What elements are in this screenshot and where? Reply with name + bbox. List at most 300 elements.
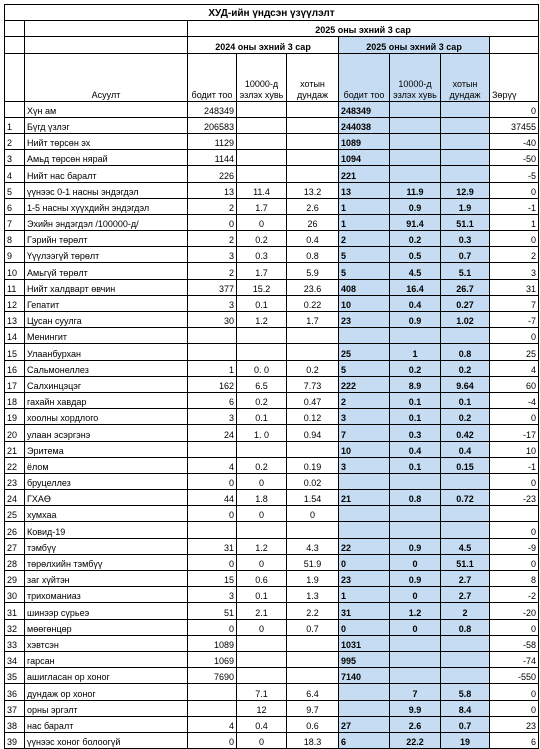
indicator-name: хоолны хордлого bbox=[25, 409, 188, 425]
indicator-name: трихоманиаз bbox=[25, 587, 188, 603]
actual-2024: 4 bbox=[188, 457, 237, 473]
per10000-2025 bbox=[390, 522, 441, 538]
city-avg-2025 bbox=[441, 668, 490, 684]
row-number: 25 bbox=[5, 506, 25, 522]
row-number: 14 bbox=[5, 328, 25, 344]
city-avg-2024: 23.6 bbox=[287, 279, 339, 295]
city-avg-2025: 9.64 bbox=[441, 376, 490, 392]
diff-value: -40 bbox=[490, 133, 539, 149]
indicator-name: дундаж ор хоног bbox=[25, 684, 188, 700]
city-avg-2024: 26 bbox=[287, 214, 339, 230]
per10000-2025: 0.8 bbox=[390, 490, 441, 506]
row-number: 38 bbox=[5, 716, 25, 732]
city-avg-2024 bbox=[287, 101, 339, 117]
indicator-name: хумхаа bbox=[25, 506, 188, 522]
per10000-2024: 2.1 bbox=[237, 603, 287, 619]
actual-2025: 27 bbox=[339, 716, 390, 732]
city-avg-2024: 0.94 bbox=[287, 425, 339, 441]
actual-2025: 23 bbox=[339, 312, 390, 328]
per10000-2024: 0. 0 bbox=[237, 360, 287, 376]
per10000-2024: 0.4 bbox=[237, 716, 287, 732]
column-header-row bbox=[5, 53, 539, 101]
indicator-name: Цусан суулга bbox=[25, 312, 188, 328]
table-row bbox=[5, 312, 539, 328]
row-number: 37 bbox=[5, 700, 25, 716]
city-avg-2025 bbox=[441, 651, 490, 667]
actual-2024 bbox=[188, 328, 237, 344]
per10000-2024: 1.7 bbox=[237, 198, 287, 214]
diff-value: -5 bbox=[490, 166, 539, 182]
actual-2024: 226 bbox=[188, 166, 237, 182]
city-avg-2025: 5.1 bbox=[441, 263, 490, 279]
table-row bbox=[5, 231, 539, 247]
city-avg-2024: 0.47 bbox=[287, 392, 339, 408]
per10000-2025 bbox=[390, 166, 441, 182]
city-avg-2024: 0.2 bbox=[287, 360, 339, 376]
actual-2025 bbox=[339, 684, 390, 700]
actual-2024: 2 bbox=[188, 231, 237, 247]
actual-2025: 2 bbox=[339, 231, 390, 247]
per10000-2024: 11.4 bbox=[237, 182, 287, 198]
row-number: 21 bbox=[5, 441, 25, 457]
per10000-2024: 6.5 bbox=[237, 376, 287, 392]
diff-value: 0 bbox=[490, 409, 539, 425]
row-number: 3 bbox=[5, 150, 25, 166]
indicator-name: Салхинцэцэг bbox=[25, 376, 188, 392]
header-per10000-2024: 10000-д эзлэх хувь bbox=[237, 53, 287, 101]
diff-value: 0 bbox=[490, 182, 539, 198]
city-avg-2024: 6.4 bbox=[287, 684, 339, 700]
city-avg-2024 bbox=[287, 441, 339, 457]
per10000-2025 bbox=[390, 635, 441, 651]
city-avg-2024 bbox=[287, 133, 339, 149]
actual-2024: 0 bbox=[188, 554, 237, 570]
period-2024: 2024 оны эхний 3 сар bbox=[188, 37, 339, 53]
city-avg-2025: 0.7 bbox=[441, 716, 490, 732]
indicator-name: Сальмонеллез bbox=[25, 360, 188, 376]
table-row bbox=[5, 603, 539, 619]
per10000-2025 bbox=[390, 150, 441, 166]
indicator-name: Улаанбурхан bbox=[25, 344, 188, 360]
row-number: 28 bbox=[5, 554, 25, 570]
actual-2025: 1 bbox=[339, 214, 390, 230]
actual-2024: 3 bbox=[188, 409, 237, 425]
indicator-name: гахайн хавдар bbox=[25, 392, 188, 408]
per10000-2024: 1.2 bbox=[237, 538, 287, 554]
city-avg-2024 bbox=[287, 651, 339, 667]
per10000-2025: 7 bbox=[390, 684, 441, 700]
table-row bbox=[5, 473, 539, 489]
per10000-2025: 0.2 bbox=[390, 231, 441, 247]
city-avg-2024: 0.19 bbox=[287, 457, 339, 473]
diff-value: 0 bbox=[490, 619, 539, 635]
header-actual-2024: бодит тоо bbox=[188, 53, 237, 101]
actual-2025: 3 bbox=[339, 457, 390, 473]
diff-value: 0 bbox=[490, 522, 539, 538]
per10000-2025: 9.9 bbox=[390, 700, 441, 716]
per10000-2024: 0.2 bbox=[237, 457, 287, 473]
diff-value: -550 bbox=[490, 668, 539, 684]
city-avg-2024: 13.2 bbox=[287, 182, 339, 198]
actual-2024: 0 bbox=[188, 473, 237, 489]
table-row bbox=[5, 619, 539, 635]
row-number: 31 bbox=[5, 603, 25, 619]
per10000-2024: 0 bbox=[237, 732, 287, 748]
row-number: 1 bbox=[5, 117, 25, 133]
table-row bbox=[5, 295, 539, 311]
table-row bbox=[5, 441, 539, 457]
table-row bbox=[5, 198, 539, 214]
indicator-name: Бүгд үзлэг bbox=[25, 117, 188, 133]
diff-value: 2 bbox=[490, 247, 539, 263]
row-number: 18 bbox=[5, 392, 25, 408]
city-avg-2025 bbox=[441, 635, 490, 651]
actual-2025: 25 bbox=[339, 344, 390, 360]
indicator-name: төрөлхийн тэмбүү bbox=[25, 554, 188, 570]
table-row bbox=[5, 392, 539, 408]
table-row bbox=[5, 360, 539, 376]
header-actual-2025: бодит тоо bbox=[339, 53, 390, 101]
indicators-table bbox=[4, 4, 539, 749]
table-row bbox=[5, 150, 539, 166]
table-row bbox=[5, 279, 539, 295]
actual-2024: 15 bbox=[188, 571, 237, 587]
actual-2025 bbox=[339, 473, 390, 489]
diff-value: -2 bbox=[490, 587, 539, 603]
city-avg-2025: 0.8 bbox=[441, 619, 490, 635]
diff-value: 6 bbox=[490, 732, 539, 748]
city-avg-2024: 0 bbox=[287, 506, 339, 522]
indicator-name: шинээр сүрьеэ bbox=[25, 603, 188, 619]
actual-2024: 7690 bbox=[188, 668, 237, 684]
table-row bbox=[5, 668, 539, 684]
actual-2024: 2 bbox=[188, 198, 237, 214]
diff-value: -20 bbox=[490, 603, 539, 619]
per10000-2025: 1 bbox=[390, 344, 441, 360]
header-indicator: Асуулт bbox=[25, 53, 188, 101]
diff-value: 23 bbox=[490, 716, 539, 732]
diff-value: 60 bbox=[490, 376, 539, 392]
indicator-name: 1-5 насны хүүхдийн эндэгдэл bbox=[25, 198, 188, 214]
city-avg-2025: 19 bbox=[441, 732, 490, 748]
per10000-2024: 1.2 bbox=[237, 312, 287, 328]
period-top-row bbox=[5, 21, 539, 37]
city-avg-2024 bbox=[287, 668, 339, 684]
per10000-2024: 0 bbox=[237, 473, 287, 489]
per10000-2025: 0.9 bbox=[390, 198, 441, 214]
city-avg-2025 bbox=[441, 328, 490, 344]
per10000-2025: 0.1 bbox=[390, 457, 441, 473]
city-avg-2024: 5.9 bbox=[287, 263, 339, 279]
row-number: 20 bbox=[5, 425, 25, 441]
actual-2025 bbox=[339, 700, 390, 716]
city-avg-2025: 1.02 bbox=[441, 312, 490, 328]
actual-2024 bbox=[188, 344, 237, 360]
diff-value: -17 bbox=[490, 425, 539, 441]
per10000-2024: 0.3 bbox=[237, 247, 287, 263]
row-number: 8 bbox=[5, 231, 25, 247]
actual-2025: 5 bbox=[339, 360, 390, 376]
city-avg-2025: 0.15 bbox=[441, 457, 490, 473]
city-avg-2024: 4.3 bbox=[287, 538, 339, 554]
actual-2025: 1094 bbox=[339, 150, 390, 166]
actual-2024 bbox=[188, 684, 237, 700]
table-row bbox=[5, 522, 539, 538]
actual-2024: 13 bbox=[188, 182, 237, 198]
per10000-2024 bbox=[237, 150, 287, 166]
indicator-name: Нийт төрсөн эх bbox=[25, 133, 188, 149]
per10000-2024: 0.1 bbox=[237, 295, 287, 311]
table-row bbox=[5, 214, 539, 230]
table-row bbox=[5, 587, 539, 603]
per10000-2024: 1.8 bbox=[237, 490, 287, 506]
diff-value: 0 bbox=[490, 700, 539, 716]
actual-2025: 6 bbox=[339, 732, 390, 748]
per10000-2025: 0.5 bbox=[390, 247, 441, 263]
row-number: 35 bbox=[5, 668, 25, 684]
table-row bbox=[5, 571, 539, 587]
diff-value: -7 bbox=[490, 312, 539, 328]
row-number: 12 bbox=[5, 295, 25, 311]
actual-2024: 3 bbox=[188, 247, 237, 263]
per10000-2024: 7.1 bbox=[237, 684, 287, 700]
diff-value: 0 bbox=[490, 101, 539, 117]
row-number: 22 bbox=[5, 457, 25, 473]
actual-2024: 0 bbox=[188, 619, 237, 635]
city-avg-2024: 7.73 bbox=[287, 376, 339, 392]
city-avg-2025: 51.1 bbox=[441, 554, 490, 570]
city-avg-2025: 0.8 bbox=[441, 344, 490, 360]
table-row bbox=[5, 166, 539, 182]
city-avg-2025: 0.3 bbox=[441, 231, 490, 247]
actual-2024: 206583 bbox=[188, 117, 237, 133]
indicator-name: үүнээс хоног болоогүй bbox=[25, 732, 188, 748]
city-avg-2024: 2.6 bbox=[287, 198, 339, 214]
diff-value: 25 bbox=[490, 344, 539, 360]
actual-2024: 1089 bbox=[188, 635, 237, 651]
indicator-name: Амьд төрсөн нярай bbox=[25, 150, 188, 166]
diff-value: -50 bbox=[490, 150, 539, 166]
city-avg-2024: 1.9 bbox=[287, 571, 339, 587]
per10000-2025: 0.1 bbox=[390, 409, 441, 425]
per10000-2024 bbox=[237, 166, 287, 182]
city-avg-2025: 8.4 bbox=[441, 700, 490, 716]
row-number: 34 bbox=[5, 651, 25, 667]
per10000-2024 bbox=[237, 635, 287, 651]
per10000-2025: 8.9 bbox=[390, 376, 441, 392]
city-avg-2024 bbox=[287, 150, 339, 166]
city-avg-2024: 51.9 bbox=[287, 554, 339, 570]
row-number: 16 bbox=[5, 360, 25, 376]
per10000-2025: 11.9 bbox=[390, 182, 441, 198]
actual-2025: 13 bbox=[339, 182, 390, 198]
actual-2024: 1069 bbox=[188, 651, 237, 667]
per10000-2024: 0 bbox=[237, 506, 287, 522]
per10000-2025 bbox=[390, 133, 441, 149]
city-avg-2025 bbox=[441, 522, 490, 538]
per10000-2025 bbox=[390, 117, 441, 133]
per10000-2024: 1. 0 bbox=[237, 425, 287, 441]
indicator-name: тэмбүү bbox=[25, 538, 188, 554]
actual-2025: 21 bbox=[339, 490, 390, 506]
indicator-name: заг хүйтэн bbox=[25, 571, 188, 587]
actual-2025: 408 bbox=[339, 279, 390, 295]
actual-2025: 995 bbox=[339, 651, 390, 667]
diff-value: 8 bbox=[490, 571, 539, 587]
header-city-avg-2025: хотын дундаж bbox=[441, 53, 490, 101]
per10000-2025: 4.5 bbox=[390, 263, 441, 279]
indicator-name: Үүүлээгүй төрөлт bbox=[25, 247, 188, 263]
per10000-2024 bbox=[237, 522, 287, 538]
diff-value: 31 bbox=[490, 279, 539, 295]
actual-2024: 377 bbox=[188, 279, 237, 295]
indicator-name: ёлом bbox=[25, 457, 188, 473]
per10000-2025 bbox=[390, 101, 441, 117]
city-avg-2025: 0.1 bbox=[441, 392, 490, 408]
row-number: 6 bbox=[5, 198, 25, 214]
city-avg-2024: 0.02 bbox=[287, 473, 339, 489]
period-2025: 2025 оны эхний 3 сар bbox=[339, 37, 490, 53]
row-number: 17 bbox=[5, 376, 25, 392]
per10000-2024: 0.2 bbox=[237, 231, 287, 247]
city-avg-2025 bbox=[441, 150, 490, 166]
actual-2024 bbox=[188, 700, 237, 716]
city-avg-2024 bbox=[287, 328, 339, 344]
row-number bbox=[5, 101, 25, 117]
indicator-name: бруцеллез bbox=[25, 473, 188, 489]
indicator-name: Нийт халдварт өвчин bbox=[25, 279, 188, 295]
per10000-2025 bbox=[390, 473, 441, 489]
row-number: 2 bbox=[5, 133, 25, 149]
actual-2024 bbox=[188, 522, 237, 538]
row-number: 9 bbox=[5, 247, 25, 263]
diff-value: 3 bbox=[490, 263, 539, 279]
indicator-name: орны эргэлт bbox=[25, 700, 188, 716]
header-per10000-2025: 10000-д эзлэх хувь bbox=[390, 53, 441, 101]
per10000-2025: 0.9 bbox=[390, 571, 441, 587]
diff-value: -9 bbox=[490, 538, 539, 554]
city-avg-2025: 5.8 bbox=[441, 684, 490, 700]
city-avg-2024: 0.6 bbox=[287, 716, 339, 732]
actual-2025: 23 bbox=[339, 571, 390, 587]
city-avg-2024: 18.3 bbox=[287, 732, 339, 748]
city-avg-2024: 1.7 bbox=[287, 312, 339, 328]
diff-value: 10 bbox=[490, 441, 539, 457]
actual-2024: 248349 bbox=[188, 101, 237, 117]
city-avg-2025 bbox=[441, 506, 490, 522]
actual-2025: 3 bbox=[339, 409, 390, 425]
header-diff: Зөрүү bbox=[490, 53, 539, 101]
per10000-2024 bbox=[237, 133, 287, 149]
per10000-2024: 0.6 bbox=[237, 571, 287, 587]
per10000-2024 bbox=[237, 668, 287, 684]
per10000-2024: 1.7 bbox=[237, 263, 287, 279]
indicator-name: Гэрийн төрөлт bbox=[25, 231, 188, 247]
city-avg-2024: 0.12 bbox=[287, 409, 339, 425]
table-row bbox=[5, 506, 539, 522]
row-number: 23 bbox=[5, 473, 25, 489]
table-row bbox=[5, 328, 539, 344]
city-avg-2024: 1.3 bbox=[287, 587, 339, 603]
indicator-name: Эхийн эндэгдэл /100000-д/ bbox=[25, 214, 188, 230]
per10000-2024: 0 bbox=[237, 619, 287, 635]
city-avg-2025: 2 bbox=[441, 603, 490, 619]
indicator-name: Амьгүй төрөлт bbox=[25, 263, 188, 279]
per10000-2025: 0.2 bbox=[390, 360, 441, 376]
city-avg-2024: 0.7 bbox=[287, 619, 339, 635]
per10000-2024 bbox=[237, 117, 287, 133]
table-row bbox=[5, 554, 539, 570]
table-row bbox=[5, 247, 539, 263]
row-number: 10 bbox=[5, 263, 25, 279]
indicator-name: Ковид-19 bbox=[25, 522, 188, 538]
city-avg-2024: 2.2 bbox=[287, 603, 339, 619]
actual-2025: 1 bbox=[339, 587, 390, 603]
city-avg-2025: 0.7 bbox=[441, 247, 490, 263]
table-row bbox=[5, 716, 539, 732]
actual-2024: 3 bbox=[188, 587, 237, 603]
diff-value: -58 bbox=[490, 635, 539, 651]
diff-value: 0 bbox=[490, 554, 539, 570]
city-avg-2025 bbox=[441, 133, 490, 149]
city-avg-2024: 0.8 bbox=[287, 247, 339, 263]
city-avg-2025: 26.7 bbox=[441, 279, 490, 295]
diff-value: 0 bbox=[490, 684, 539, 700]
indicator-name: Эритема bbox=[25, 441, 188, 457]
actual-2024 bbox=[188, 441, 237, 457]
per10000-2025: 0.3 bbox=[390, 425, 441, 441]
actual-2024: 4 bbox=[188, 716, 237, 732]
table-row bbox=[5, 457, 539, 473]
period-2025-top: 2025 оны эхний 3 сар bbox=[188, 21, 539, 37]
city-avg-2025 bbox=[441, 101, 490, 117]
indicator-name: улаан эсэргэнэ bbox=[25, 425, 188, 441]
city-avg-2025: 1.9 bbox=[441, 198, 490, 214]
city-avg-2024: 1.54 bbox=[287, 490, 339, 506]
table-row bbox=[5, 344, 539, 360]
diff-value: 0 bbox=[490, 473, 539, 489]
actual-2025: 2 bbox=[339, 392, 390, 408]
per10000-2025: 0.9 bbox=[390, 538, 441, 554]
per10000-2025: 91.4 bbox=[390, 214, 441, 230]
city-avg-2024: 0.4 bbox=[287, 231, 339, 247]
per10000-2024: 0.2 bbox=[237, 392, 287, 408]
per10000-2025 bbox=[390, 668, 441, 684]
per10000-2025: 2.6 bbox=[390, 716, 441, 732]
indicator-name: нас баралт bbox=[25, 716, 188, 732]
row-number: 11 bbox=[5, 279, 25, 295]
per10000-2025: 16.4 bbox=[390, 279, 441, 295]
table-row bbox=[5, 490, 539, 506]
table-row bbox=[5, 684, 539, 700]
per10000-2025: 0.9 bbox=[390, 312, 441, 328]
row-number: 26 bbox=[5, 522, 25, 538]
city-avg-2025: 2.7 bbox=[441, 571, 490, 587]
city-avg-2024: 9.7 bbox=[287, 700, 339, 716]
actual-2024: 0 bbox=[188, 732, 237, 748]
indicator-name: гарсан bbox=[25, 651, 188, 667]
per10000-2024: 0 bbox=[237, 554, 287, 570]
actual-2025: 0 bbox=[339, 554, 390, 570]
diff-value: 4 bbox=[490, 360, 539, 376]
actual-2025 bbox=[339, 506, 390, 522]
actual-2024: 30 bbox=[188, 312, 237, 328]
actual-2025: 31 bbox=[339, 603, 390, 619]
per10000-2025: 0.1 bbox=[390, 392, 441, 408]
row-number: 24 bbox=[5, 490, 25, 506]
indicator-name: Нийт нас баралт bbox=[25, 166, 188, 182]
indicator-name: хэвтсэн bbox=[25, 635, 188, 651]
